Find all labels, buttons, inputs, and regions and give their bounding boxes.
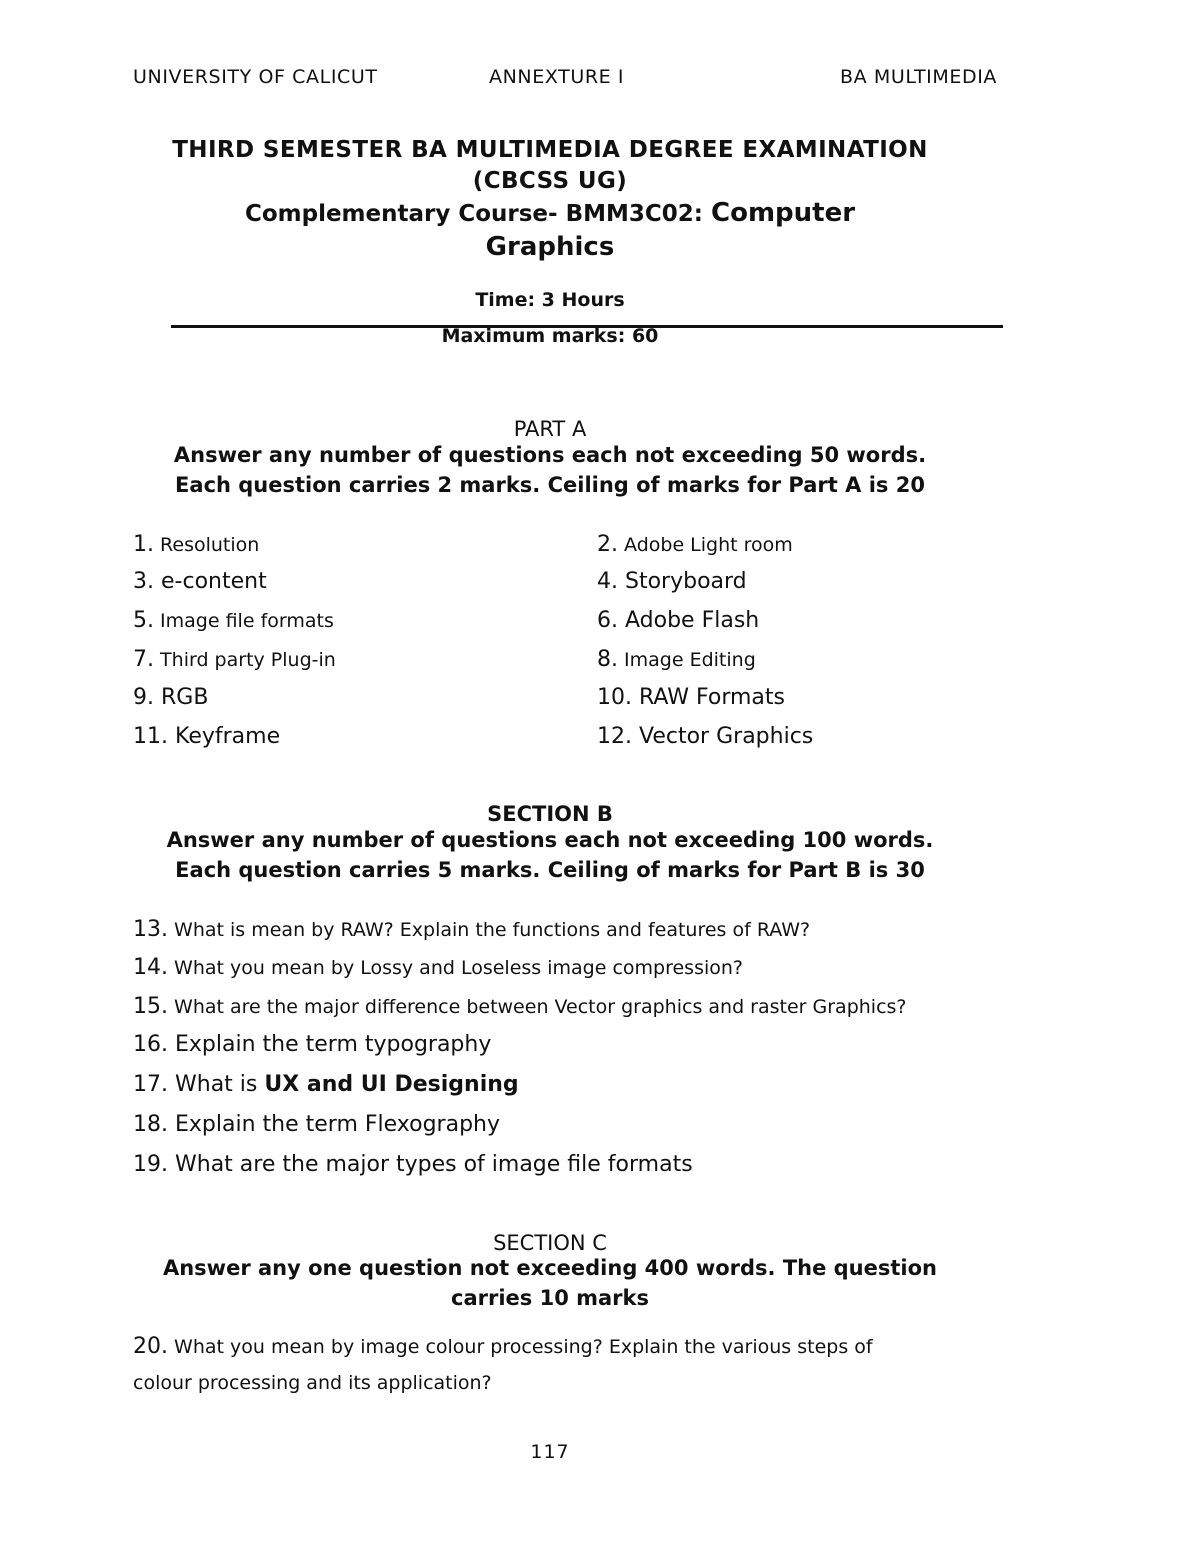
question-5: 5. Image file formats (133, 608, 334, 633)
exam-title: THIRD SEMESTER BA MULTIMEDIA DEGREE EXAMINATION (172, 137, 928, 163)
question-19: 19. What are the major types of image file formats (133, 1152, 693, 1177)
header-annexure: ANNEXTURE I (489, 66, 625, 88)
question-11: 11. Keyframe (133, 724, 281, 749)
header-programme: BA MULTIMEDIA (840, 66, 997, 88)
section-b-instruction-1: Answer any number of questions each not exceeding 100 words. (166, 828, 934, 852)
question-17: 17. What is UX and UI Designing (133, 1072, 519, 1097)
exam-scheme: (CBCSS UG) (472, 168, 628, 194)
section-b-title: SECTION B (487, 802, 613, 826)
question-8: 8. Image Editing (597, 647, 756, 672)
part-a-instruction-2: Each question carries 2 marks. Ceiling of marks for Part A is 20 (175, 473, 925, 497)
course-line (0, 198, 1100, 228)
question-1: 1. Resolution (133, 532, 260, 557)
page-number: 117 (530, 1441, 570, 1463)
question-2: 2. Adobe Light room (597, 532, 793, 557)
exam-max-marks: Maximum marks: 60 (441, 325, 659, 347)
question-9: 9. RGB (133, 685, 209, 710)
question-3: 3. e-content (133, 569, 267, 594)
question-18: 18. Explain the term Flexography (133, 1112, 501, 1137)
exam-time: Time: 3 Hours (475, 289, 625, 311)
header-university: UNIVERSITY OF CALICUT (133, 66, 378, 88)
page-header (133, 66, 997, 92)
course-prefix: Complementary Course- BMM3C02: (244, 201, 703, 227)
question-20: 20. What you mean by image colour processing? Explain the various steps of (133, 1334, 873, 1359)
course-name-part1: Computer (711, 198, 856, 228)
question-15: 15. What are the major difference between Vector graphics and raster Graphics? (133, 994, 907, 1019)
question-20-continuation: colour processing and its application? (133, 1372, 492, 1394)
question-14: 14. What you mean by Lossy and Loseless image compression? (133, 955, 744, 980)
question-13: 13. What is mean by RAW? Explain the functions and features of RAW? (133, 917, 811, 942)
question-4: 4. Storyboard (597, 569, 747, 594)
section-c-instruction-1: Answer any one question not exceeding 400 words. The question (162, 1256, 937, 1280)
question-10: 10. RAW Formats (597, 685, 785, 710)
section-c-title: SECTION C (493, 1231, 607, 1255)
section-b-instruction-2: Each question carries 5 marks. Ceiling of marks for Part B is 30 (175, 858, 925, 882)
question-16: 16. Explain the term typography (133, 1032, 492, 1057)
course-name-part2: Graphics (485, 232, 615, 262)
part-a-title: PART A (513, 417, 587, 441)
part-a-instruction-1: Answer any number of questions each not exceeding 50 words. (173, 443, 927, 467)
question-6: 6. Adobe Flash (597, 608, 760, 633)
question-7: 7. Third party Plug-in (133, 647, 336, 672)
question-12: 12. Vector Graphics (597, 724, 814, 749)
section-c-instruction-2: carries 10 marks (451, 1286, 649, 1310)
